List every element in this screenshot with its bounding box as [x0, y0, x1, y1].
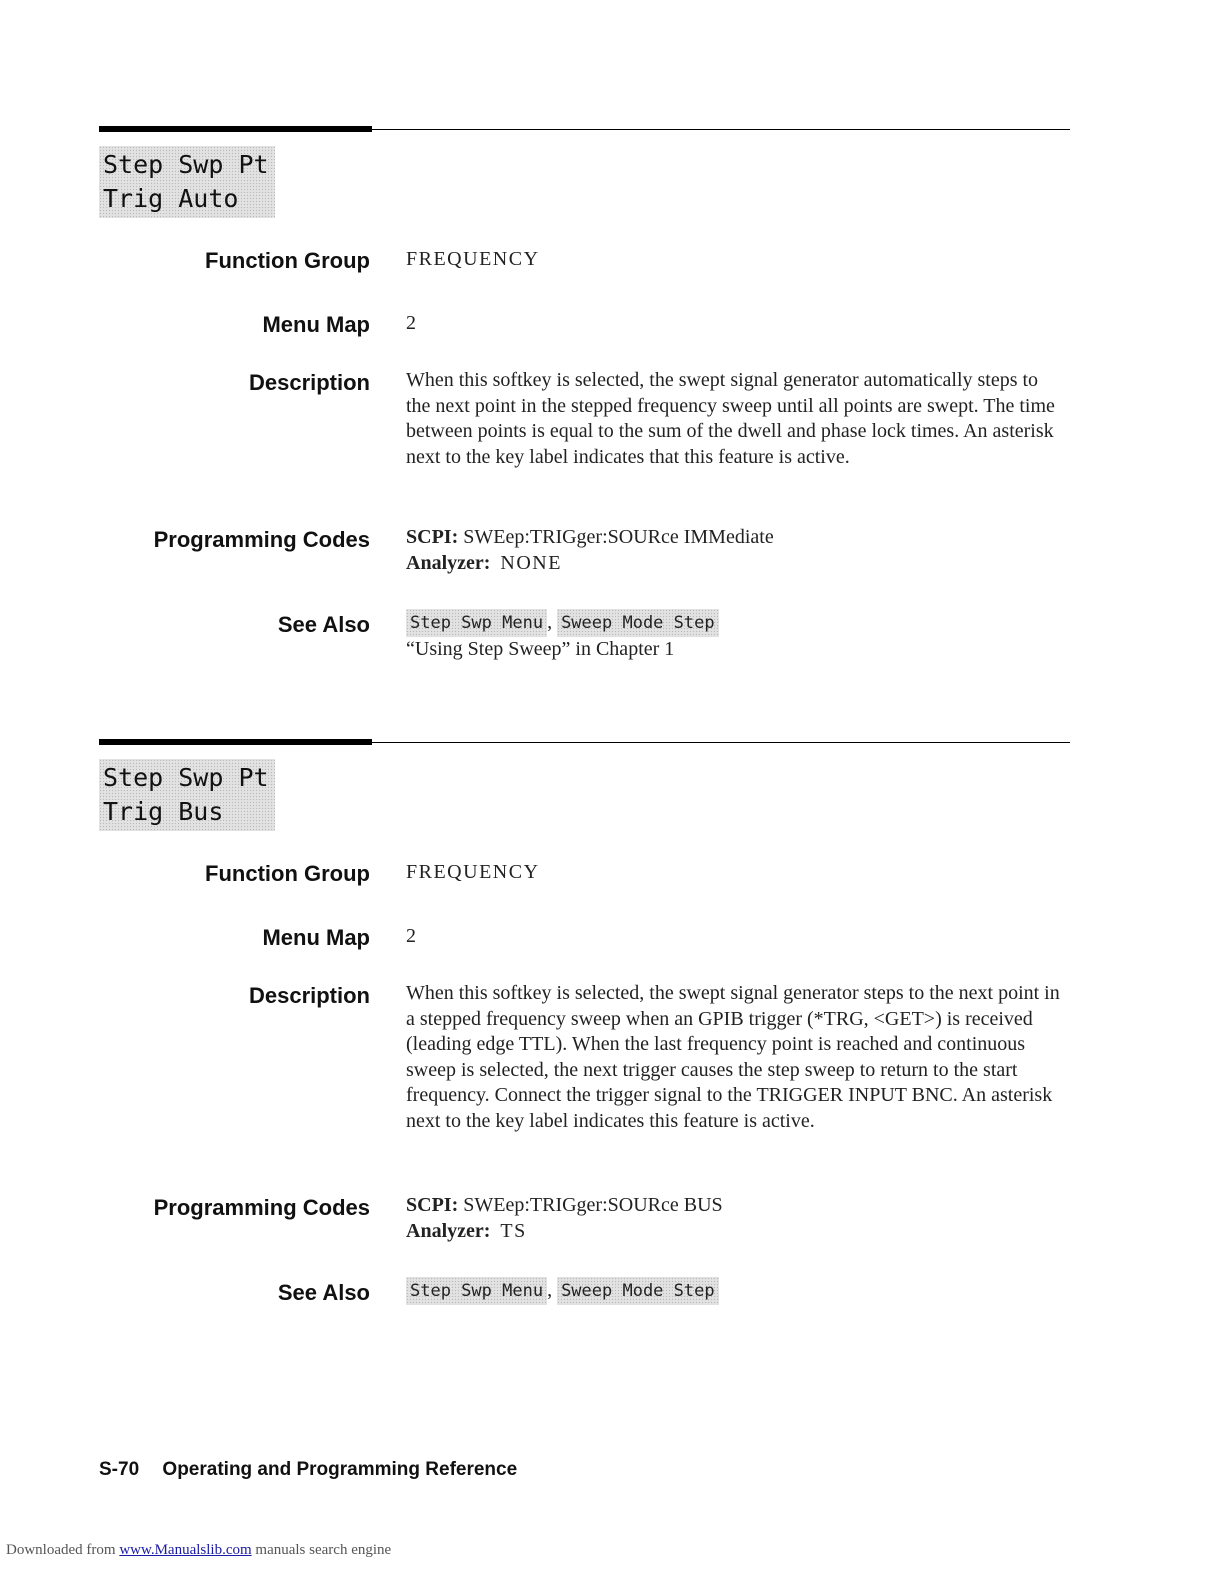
entry-step-swp-pt-trig-auto	[99, 126, 1070, 686]
description-text	[406, 368, 1066, 470]
scpi-line	[406, 525, 1066, 551]
scpi-command: SWEep:TRIGger:SOURce IMMediate	[463, 526, 774, 548]
softkey-title	[99, 146, 275, 218]
download-prefix: Downloaded from	[6, 1542, 116, 1558]
analyzer-line	[406, 1219, 1066, 1245]
softkey-title-line1: Step Swp Pt	[103, 150, 269, 179]
step-swp-menu-key[interactable]: Step Swp Menu	[406, 609, 547, 637]
description-paragraph: When this softkey is selected, the swept signal generator automatically steps to the next point in the stepped frequency sweep until all points are swept. The time between points is equal to the sum of the dwell and phase lock times. An asterisk next to the key label indicates that this feature is active.	[406, 369, 1055, 468]
entry-step-swp-pt-trig-bus	[99, 739, 1070, 1329]
see-also-separator: ,	[547, 611, 553, 633]
softkey-title-line2: Trig Auto	[103, 184, 239, 213]
analyzer-label: Analyzer:	[406, 551, 491, 574]
function-group-label: Function Group	[205, 248, 370, 273]
see-also-separator: ,	[547, 1279, 553, 1301]
function-group-label: Function Group	[205, 861, 370, 886]
see-also-label: See Also	[277, 612, 370, 637]
analyzer-command: TS	[500, 1219, 527, 1242]
programming-codes-value	[406, 525, 1066, 576]
footer-title: Operating and Programming Reference	[162, 1459, 518, 1480]
scpi-line	[406, 1193, 1066, 1219]
description-text	[406, 981, 1066, 1135]
function-group-value: FREQUENCY	[406, 248, 540, 270]
description-label: Description	[248, 983, 370, 1008]
analyzer-command: NONE	[500, 551, 562, 574]
softkey-title-line1: Step Swp Pt	[103, 763, 269, 792]
see-also-keys	[406, 609, 1066, 637]
see-also-label: See Also	[277, 1280, 370, 1305]
description-label: Description	[248, 370, 370, 395]
analyzer-label: Analyzer:	[406, 1219, 491, 1242]
softkey-title-line2: Trig Bus	[103, 797, 224, 826]
description-paragraph: When this softkey is selected, the swept signal generator steps to the next point in a stepped frequency sweep when an GPIB trigger (*TRG, <GET>) is received (leading edge TTL). When the last frequency point is reached and continuous sweep is selected, the next trigger causes the step sweep to return to the start frequency. Connect the trigger signal to the TRIGGER INPUT BNC. An asterisk next to the key label indicates this feature is active.	[406, 982, 1060, 1132]
programming-codes-value	[406, 1193, 1066, 1244]
see-also-value	[406, 1277, 1066, 1305]
menu-map-label: Menu Map	[262, 312, 370, 337]
section-rule-thick	[99, 126, 372, 132]
see-also-value	[406, 609, 1066, 663]
scpi-label: SCPI:	[406, 526, 459, 548]
download-note	[6, 1542, 391, 1559]
see-also-keys	[406, 1277, 1066, 1305]
see-also-reference: “Using Step Sweep” in Chapter 1	[406, 638, 675, 660]
sweep-mode-step-key[interactable]: Sweep Mode Step	[557, 1277, 719, 1305]
analyzer-line	[406, 551, 1066, 577]
page-footer	[99, 1459, 517, 1481]
sweep-mode-step-key[interactable]: Sweep Mode Step	[557, 609, 719, 637]
manualslib-link[interactable]: www.Manualslib.com	[119, 1542, 252, 1558]
softkey-title	[99, 759, 275, 831]
download-suffix: manuals search engine	[255, 1542, 392, 1558]
page-number: S-70	[99, 1459, 140, 1480]
programming-codes-label: Programming Codes	[153, 1195, 370, 1220]
menu-map-label: Menu Map	[262, 925, 370, 950]
menu-map-value: 2	[406, 925, 416, 947]
section-rule-thick	[99, 739, 372, 745]
menu-map-value: 2	[406, 312, 416, 334]
programming-codes-label: Programming Codes	[153, 527, 370, 552]
scpi-command: SWEep:TRIGger:SOURce BUS	[463, 1194, 723, 1216]
step-swp-menu-key[interactable]: Step Swp Menu	[406, 1277, 547, 1305]
scpi-label: SCPI:	[406, 1194, 459, 1216]
function-group-value: FREQUENCY	[406, 861, 540, 883]
